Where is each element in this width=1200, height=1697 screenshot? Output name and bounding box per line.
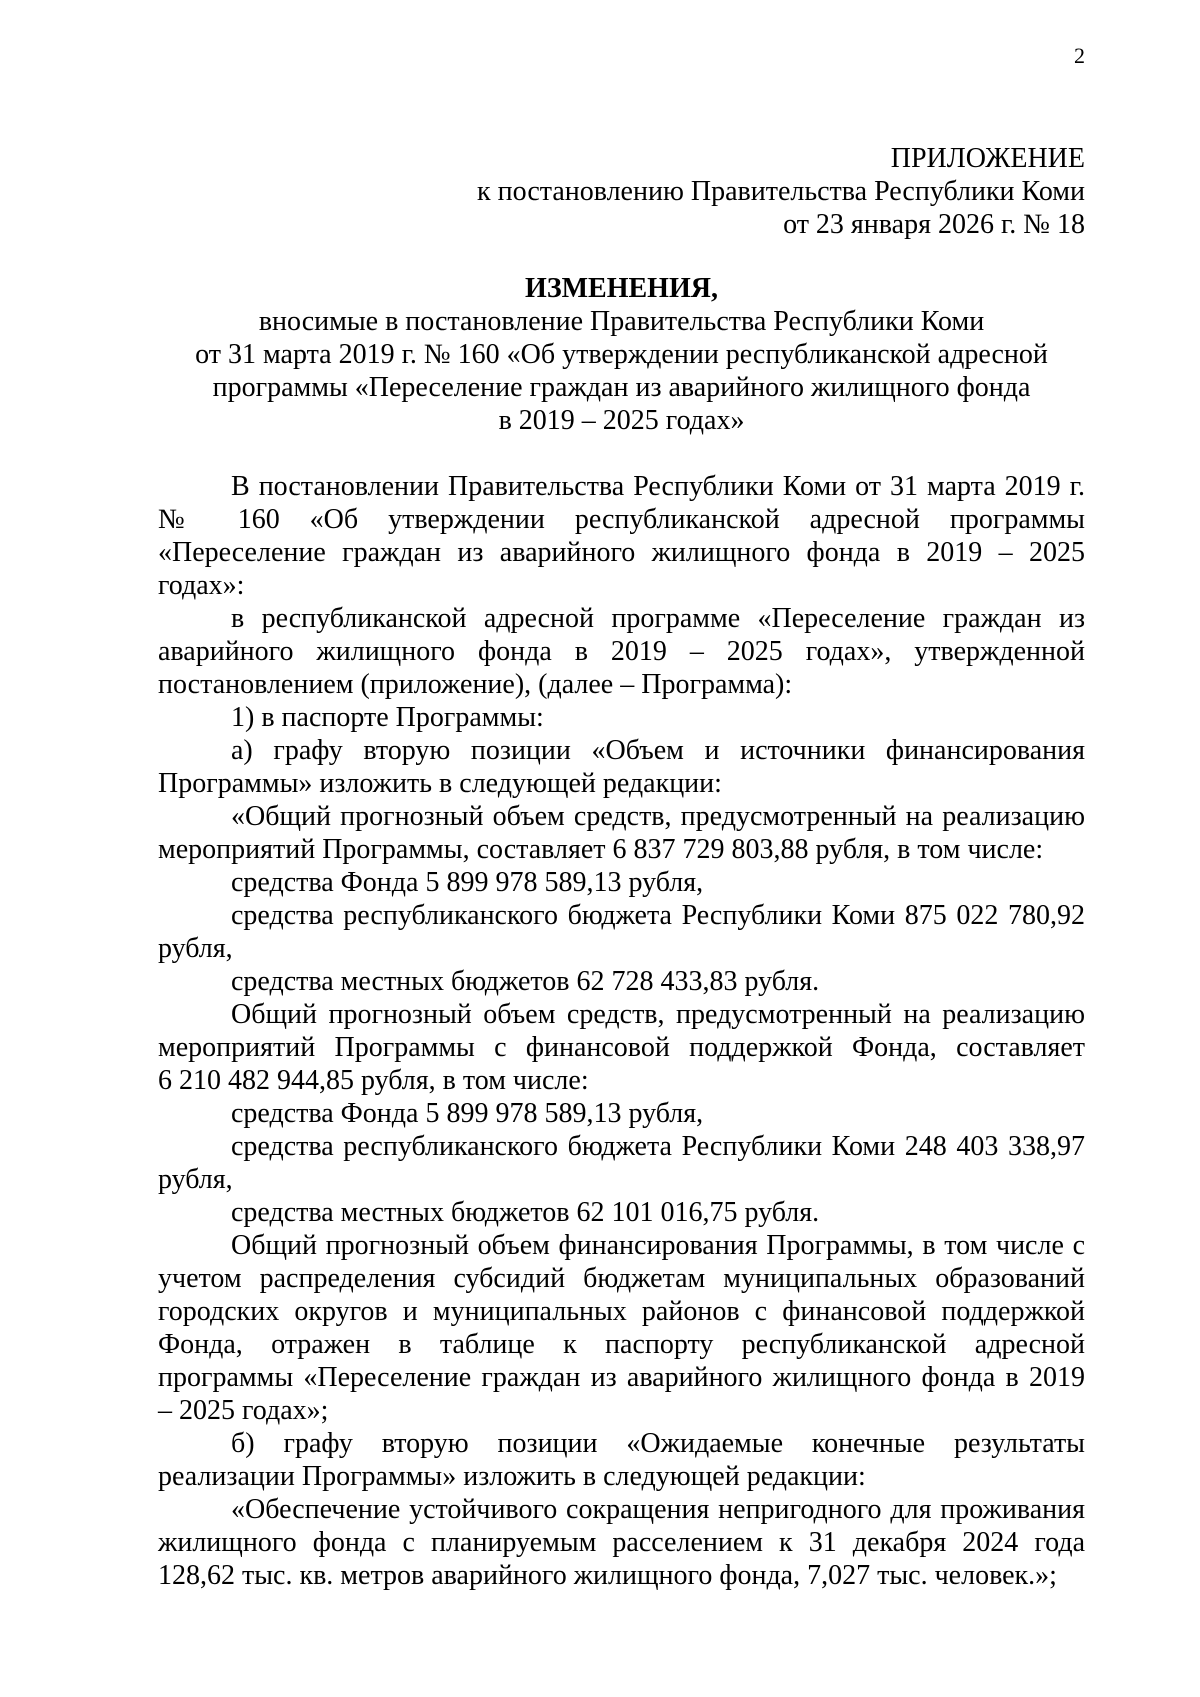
paragraph (158, 734, 1085, 800)
paragraph (158, 1427, 1085, 1493)
paragraph (158, 1196, 1085, 1229)
text-line: средства Фонда 5 899 978 589,13 рубля, (231, 1098, 704, 1129)
text-line: рубля, (158, 933, 233, 964)
document-body (158, 470, 1085, 1592)
page-number: 2 (1074, 43, 1085, 68)
text-line: 6 210 482 944,85 рубля, в том числе: (158, 1065, 589, 1096)
title-line: вносимые в постановление Правительства Республики Коми (258, 306, 985, 337)
text-line: средства местных бюджетов 62 101 016,75 рубля. (231, 1197, 820, 1228)
text-line: аварийного жилищного фонда в 2019 – 2025 годах», утвержденной (158, 636, 1085, 667)
title-heading: ИЗМЕНЕНИЯ, (525, 273, 718, 304)
text-line: средства местных бюджетов 62 728 433,83 рубля. (231, 966, 820, 997)
text-line: рубля, (158, 1164, 233, 1195)
text-line: учетом распределения субсидий бюджетам муниципальных образований (158, 1263, 1085, 1294)
text-line: Общий прогнозный объем средств, предусмотренный на реализацию (231, 999, 1085, 1030)
text-line: мероприятий Программы с финансовой поддержкой Фонда, составляет (158, 1032, 1085, 1063)
paragraph (158, 899, 1085, 965)
title-line: от 31 марта 2019 г. № 160 «Об утверждении республиканской адресной (195, 339, 1048, 370)
text-line: «Переселение граждан из аварийного жилищного фонда в 2019 – 2025 (158, 537, 1085, 568)
paragraph (158, 1493, 1085, 1592)
text-line: средства республиканского бюджета Республики Коми 875 022 780,92 (231, 900, 1085, 931)
paragraph (158, 866, 1085, 899)
text-line: а) графу вторую позиции «Объем и источники финансирования (231, 735, 1085, 766)
appendix-label: ПРИЛОЖЕНИЕ (890, 143, 1085, 174)
text-line: реализации Программы» изложить в следующей редакции: (158, 1461, 866, 1492)
paragraph (158, 1130, 1085, 1196)
text-line: постановлением (приложение), (далее – Программа): (158, 669, 793, 700)
text-line: «Обеспечение устойчивого сокращения непригодного для проживания (231, 1494, 1085, 1525)
paragraph (158, 701, 1085, 734)
text-line: городских округов и муниципальных районов с финансовой поддержкой (158, 1296, 1085, 1327)
paragraph (158, 998, 1085, 1097)
document-title (158, 272, 1085, 437)
text-line: В постановлении Правительства Республики Коми от 31 марта 2019 г. (231, 471, 1085, 502)
text-line: годах»: (158, 570, 245, 601)
text-line: «Общий прогнозный объем средств, предусмотренный на реализацию (231, 801, 1085, 832)
text-line: – 2025 годах»; (158, 1395, 329, 1426)
text-line: № 160 «Об утверждении республиканской адресной программы (158, 504, 1085, 535)
text-line: Общий прогнозный объем финансирования Программы, в том числе с (231, 1230, 1085, 1261)
text-line: Программы» изложить в следующей редакции: (158, 768, 722, 799)
text-line: средства Фонда 5 899 978 589,13 рубля, (231, 867, 704, 898)
text-line: 128,62 тыс. кв. метров аварийного жилищного фонда, 7,027 тыс. человек.»; (158, 1560, 1057, 1591)
paragraph (158, 470, 1085, 602)
appendix-header (477, 142, 1085, 241)
text-line: жилищного фонда с планируемым расселением к 31 декабря 2024 года (158, 1527, 1085, 1558)
paragraph (158, 1097, 1085, 1130)
text-line: б) графу вторую позиции «Ожидаемые конечные результаты (231, 1428, 1085, 1459)
title-line: в 2019 – 2025 годах» (498, 405, 745, 436)
text-line: программы «Переселение граждан из аварийного жилищного фонда в 2019 (158, 1362, 1085, 1393)
paragraph (158, 1229, 1085, 1427)
paragraph (158, 800, 1085, 866)
text-line: 1) в паспорте Программы: (231, 702, 544, 733)
appendix-reference: к постановлению Правительства Республики Коми (477, 176, 1085, 207)
paragraph (158, 602, 1085, 701)
text-line: средства республиканского бюджета Республики Коми 248 403 338,97 (231, 1131, 1085, 1162)
text-line: в республиканской адресной программе «Переселение граждан из (231, 603, 1085, 634)
text-line: мероприятий Программы, составляет 6 837 729 803,88 рубля, в том числе: (158, 834, 1044, 865)
title-line: программы «Переселение граждан из аварийного жилищного фонда (212, 372, 1031, 403)
paragraph (158, 965, 1085, 998)
text-line: Фонда, отражен в таблице к паспорту республиканской адресной (158, 1329, 1085, 1360)
appendix-date-number: от 23 января 2026 г. № 18 (783, 209, 1085, 240)
